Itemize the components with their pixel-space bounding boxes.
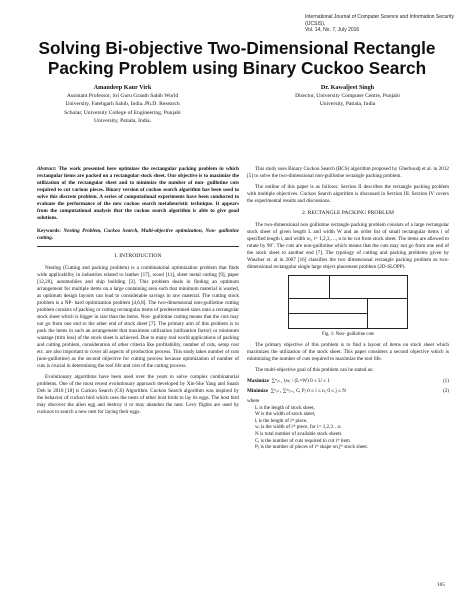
author-affiliation-line: Director, University Computer Centre, Punjabi: [295, 93, 400, 100]
paragraph: The two-dimensional non guillotine rectangle packing problem consists of a large rectangular stock sheet of given length L and width W and an order list of small rectangular items i of specified length lᵢ and width wᵢ, i= 1,2,3,…, n to be cut from stock sheet. The items are allowed to rotate by 90˚. The cuts are non-guillotine which means that the cuts may not go from one end of the stock sheet to another end [7]. The typology of cutting and packing problems given by Wascher et. al in 2007 [16] classifies the two dimensional rectangle packing problem as two-dimensional rectangular single large object placement problem (2D-SLOPP).: [247, 222, 449, 270]
divider: [37, 246, 239, 247]
title-line-2: Packing Problem using Binary Cuckoo Search: [47, 58, 427, 78]
abstract: [37, 166, 239, 222]
cut-line: [367, 298, 368, 328]
equation-label: Maximize: [247, 378, 269, 384]
paper-title: [20, 38, 454, 78]
paragraph: The multi-objective goal of this problem can be stated as:: [255, 367, 374, 373]
author-affiliation-line: Assistant Professor, Sri Guru Granth Sahib World: [66, 93, 179, 100]
author-affiliation-line: University, Patiala, India.: [94, 117, 151, 124]
title-line-1: Solving Bi-objective Two-Dimensional Rectangle: [38, 38, 436, 58]
author-affiliation-line: Scholar, University College of Engineering, Punjabi: [64, 109, 181, 116]
definition-line: lᵢ is the length of iᵗʰ piece,: [255, 417, 308, 424]
equation-body: ∑ⁿᵢ₌₁ ∑ᵐⱼ₌₁ Cᵢ Pⱼ 0 ≤ i ≤ n, 0 ≤ j ≤ N: [270, 388, 347, 394]
cut-line: [329, 276, 330, 298]
page-number: 165: [437, 582, 445, 588]
section-heading-rpp: 2. RECTANGLE PACKING PROBLEM: [302, 210, 394, 216]
abstract-text: The work presented here optimizes the rectangular packing problem in which rectangular items are packed on a rectangular stock sheet. Our objective is to maximize the utilization of the rectangular sheet and to minimize the number of non- guillotine cuts required to cut various pieces. Binary version of cuckoo search algorithm has been used to solve this discrete problem. A series of computational experiments have been conducted to evaluate the performance of the new cuckoo search metaheuristic technique. It appears from the computational analysis that the cuckoo search algorithm is able to give good solutions.: [37, 166, 239, 221]
equation-number: (1): [442, 378, 449, 384]
cut-line: [289, 298, 407, 299]
journal-volume: Vol. 14, No. 7, July 2016: [305, 27, 360, 33]
keywords-text: Nesting Problem, Cuckoo Search, Multi-objective optimization, Non- guillotine cutting.: [37, 228, 239, 241]
author-block-2: [255, 84, 440, 109]
equation-number: (2): [442, 388, 449, 394]
section-heading-intro: I. INTRODUCTION: [114, 253, 162, 259]
paragraph: Nesting (Cutting and packing problem) is a combinatorial optimization problem that finds wide applicability in industries related to leather [17], wood [11], sheet metal cutting [9], paper [12,20], automobiles and ship building [3]. This problem deals in finding an optimum arrangement for multiple items on a large containing area such that minimum material is wasted, as optimum design layouts can lead to considerable savings in raw material. The cutting stock problem is a NP- hard optimization problem [4,6,8]. The two-dimensional non-guillotine cutting problem consists of packing or cutting rectangular items of predetermined sizes onto a rectangular stock sheet which is bigger in size than the items. Non- guillotine cutting means that the cuts may not go from one end to the other end of stock sheet [7]. The primary aim of this problem is to pack the items in such an arrangement that maximum utilization (utilization factor) or minimum wastage (trim loss) of the stock sheet is achieved. Due to many real world applications of packing and cutting problem, consideration of other criteria like profitability, number of cuts, setup cost etc. are also important to cover all aspects of production process. This study takes number of cuts (non-guillotine) as the second objective for cutting process because optimization of number of cuts is crucial in determining the tool life and cost of the cutting process.: [37, 265, 239, 369]
non-guillotine-cuts-figure: [288, 275, 408, 329]
author-name: Amandeep Kaur Virk: [93, 84, 152, 91]
equation-2: [247, 388, 449, 395]
paragraph: The primary objective of this problem is to find a layout of items on stock sheet which maximizes the utilization of the stock sheet. This paper considers a second objective which is minimizing the number of cuts required to maximize the tool life.: [247, 342, 449, 362]
journal-header: [305, 14, 470, 34]
paragraph: The outline of this paper is as follows: Section II describes the rectangle packing problem with multiple objectives. Cuckoo Search algorithm is discussed in Section III. Section IV covers the experimental results and discussions.: [247, 184, 449, 204]
left-column: [37, 166, 239, 420]
variable-definitions: [247, 398, 449, 451]
author-affiliation-line: University, Fatehgarh Sahib, India..Ph.D. Research: [65, 101, 180, 108]
author-block-1: [30, 84, 215, 125]
paragraph: Evolutionary algorithms have been used over the years to solve complex combinatorial problems. One of the most recent evolutionary approach developed by Xin-She Yang and Suash Deb in 2010 [18] is Cuckoo Search (CS) Algorithm. Cuckoo Search algorithm was inspired by the behavior of cuckoo bird which uses the nests of other host birds to lay its eggs. The host bird may discover the alien egg and destroy it or may abandon the nest. Levy flights are used by cuckoos to search a new nest for laying their eggs.: [37, 374, 239, 415]
definition-line: N is total number of available stock sheets: [255, 430, 342, 437]
equation-1: [247, 378, 449, 385]
equation-body: ∑ⁿᵢ₌₁ lᵢwᵢ / (L×W) 0 ≤ U ≤ 1: [271, 378, 331, 384]
journal-name: International Journal of Computer Science and Information Security (IJCSIS),: [305, 14, 454, 27]
definition-line: W is the width of stock sheet,: [255, 411, 316, 418]
cut-line: [289, 313, 367, 314]
keywords: [37, 228, 239, 242]
figure-caption: Fig. 1: Non- guillotine cuts: [321, 332, 375, 337]
definition-line: wᵢ is the width of iᵗʰ piece, for i= 1,2,3…n.: [255, 424, 342, 431]
keywords-label: Keywords:: [37, 228, 61, 234]
where-label: where: [247, 398, 260, 404]
paragraph: This study uses Binary Cuckoo Search (BCS) algorithm proposed by Gherboudj et al. in 2012 [5] to solve the two-dimensional non-guillotine rectangle packing problem.: [247, 166, 449, 179]
equation-label: Minimize: [247, 388, 269, 394]
definition-line: Cᵢ is the number of cuts required to cut iᵗʰ item: [255, 437, 350, 444]
author-affiliation-line: University, Patiala, India: [319, 101, 376, 108]
abstract-label: Abstract:: [37, 166, 57, 172]
definition-line: Pⱼ is the number of pieces of iᵗʰ shape on jᵗʰ stock sheet.: [255, 444, 369, 451]
author-name: Dr. Kawaljeet Singh: [320, 84, 375, 91]
definition-line: L is the length of stock sheet,: [255, 404, 315, 411]
right-column: [247, 166, 449, 451]
